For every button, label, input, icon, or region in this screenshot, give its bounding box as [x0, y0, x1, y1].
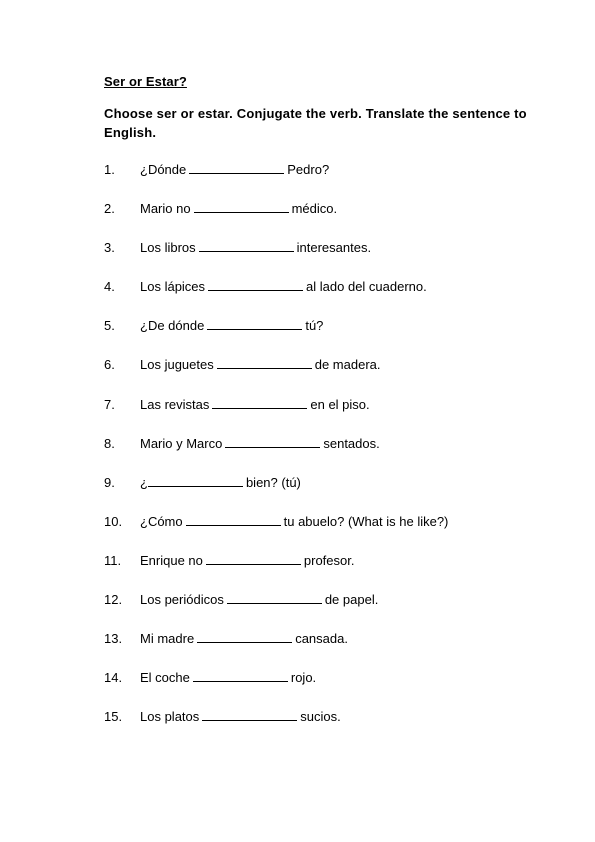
answer-blank[interactable] — [208, 278, 303, 291]
item-prompt-end: médico. — [291, 201, 338, 216]
item-prompt-start: Mario y Marco — [140, 436, 223, 451]
item-number: 2. — [104, 201, 115, 216]
exercise-item-13 — [104, 630, 348, 648]
exercise-item-15 — [104, 708, 341, 726]
item-number: 7. — [104, 397, 115, 412]
item-prompt-end: en el piso. — [310, 397, 370, 412]
item-number: 3. — [104, 240, 115, 255]
answer-blank[interactable] — [227, 591, 322, 604]
exercise-item-7 — [104, 396, 370, 414]
exercise-item-1 — [104, 161, 329, 179]
item-prompt-start: Mario no — [140, 201, 191, 216]
item-prompt-start: Los libros — [140, 240, 196, 255]
item-number: 15. — [104, 709, 123, 724]
item-number: 12. — [104, 592, 123, 607]
item-number: 6. — [104, 357, 115, 372]
exercise-item-4 — [104, 278, 427, 296]
answer-blank[interactable] — [206, 552, 301, 565]
item-number: 9. — [104, 475, 115, 490]
answer-blank[interactable] — [197, 630, 292, 643]
item-prompt-end: profesor. — [303, 553, 355, 568]
item-prompt-start: El coche — [140, 670, 190, 685]
item-prompt-start: ¿De dónde — [140, 318, 205, 333]
item-prompt-end: Pedro? — [287, 162, 330, 177]
item-prompt-end: sucios. — [300, 709, 341, 724]
item-prompt-start: ¿ — [140, 475, 148, 490]
item-prompt-start: Enrique no — [140, 553, 203, 568]
answer-blank[interactable] — [225, 435, 320, 448]
item-prompt-start: Los lápices — [140, 279, 206, 294]
exercise-item-8 — [104, 435, 380, 453]
exercise-item-5 — [104, 317, 323, 335]
item-prompt-end: interesantes. — [296, 240, 372, 255]
item-prompt-start: Mi madre — [140, 631, 195, 646]
item-prompt-end: tú? — [305, 318, 324, 333]
exercise-item-11 — [104, 552, 354, 570]
item-number: 13. — [104, 631, 123, 646]
answer-blank[interactable] — [148, 474, 243, 487]
item-prompt-end: de madera. — [314, 357, 381, 372]
worksheet-title: Ser or Estar? — [104, 74, 187, 89]
item-number: 8. — [104, 436, 115, 451]
answer-blank[interactable] — [193, 669, 288, 682]
worksheet-instructions: Choose ser or estar. Conjugate the verb. Translate the sentence to English. — [104, 106, 527, 140]
exercise-item-12 — [104, 591, 378, 609]
item-prompt-end: rojo. — [290, 670, 317, 685]
item-number: 4. — [104, 279, 115, 294]
answer-blank[interactable] — [189, 161, 284, 174]
item-prompt-start: ¿Dónde — [140, 162, 187, 177]
item-prompt-end: al lado del cuaderno. — [306, 279, 427, 294]
exercise-item-10 — [104, 513, 448, 531]
item-prompt-end: sentados. — [323, 436, 380, 451]
answer-blank[interactable] — [217, 356, 312, 369]
answer-blank[interactable] — [186, 513, 281, 526]
item-prompt-end: de papel. — [324, 592, 379, 607]
exercise-item-2 — [104, 200, 337, 218]
item-prompt-end: bien? (tú) — [245, 475, 301, 490]
item-prompt-start: Las revistas — [140, 397, 210, 412]
answer-blank[interactable] — [207, 317, 302, 330]
item-prompt-start: Los platos — [140, 709, 200, 724]
item-prompt-end: tu abuelo? (What is he like?) — [283, 514, 449, 529]
item-prompt-end: cansada. — [295, 631, 348, 646]
answer-blank[interactable] — [202, 708, 297, 721]
item-prompt-start: Los periódicos — [140, 592, 224, 607]
item-number: 5. — [104, 318, 115, 333]
answer-blank[interactable] — [199, 239, 294, 252]
exercise-item-9 — [104, 474, 301, 492]
exercise-item-3 — [104, 239, 371, 257]
item-prompt-start: Los juguetes — [140, 357, 214, 372]
item-number: 11. — [104, 553, 122, 568]
answer-blank[interactable] — [212, 396, 307, 409]
item-prompt-start: ¿Cómo — [140, 514, 183, 529]
item-number: 14. — [104, 670, 123, 685]
answer-blank[interactable] — [194, 200, 289, 213]
item-number: 10. — [104, 514, 123, 529]
item-number: 1. — [104, 162, 115, 177]
exercise-item-6 — [104, 356, 381, 374]
exercise-item-14 — [104, 669, 316, 687]
